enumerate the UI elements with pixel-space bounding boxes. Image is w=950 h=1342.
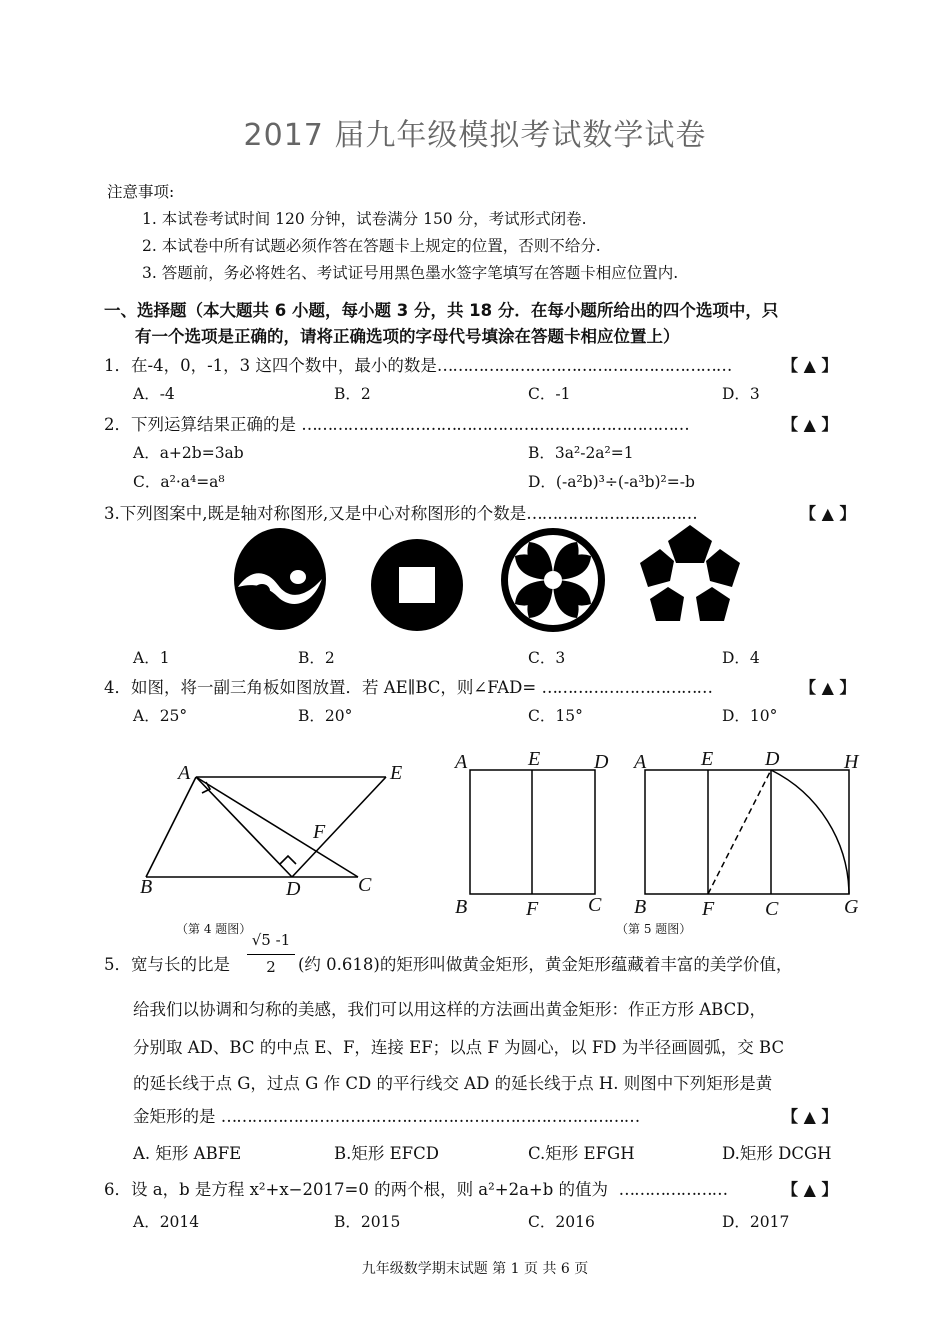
q3-option-c: C．3 <box>528 649 566 667</box>
q5-option-a: A. 矩形 ABFE <box>133 1144 242 1163</box>
notice-item-3: 3. 答题前，务必将姓名、考试证号用黑色墨水签字笔填写在答题卡相应位置内. <box>142 264 679 282</box>
notice-heading: 注意事项: <box>107 183 175 201</box>
q4-stem: 4．如图，将一副三角板如图放置．若 AE∥BC，则∠FAD= …………………………… <box>104 678 712 697</box>
q3-figure-four-petal-icon <box>499 526 607 634</box>
q5-option-b: B.矩形 EFCD <box>334 1144 439 1163</box>
q1-answer-mark: 【 ▲ 】 <box>782 356 838 375</box>
q3-figure-yinyang-icon <box>232 527 328 631</box>
q5-left-label-b: B <box>455 896 468 918</box>
q3-figure-coin-icon <box>369 537 465 633</box>
q2-answer-mark: 【 ▲ 】 <box>782 415 838 434</box>
q5-left-label-d: D <box>594 751 609 773</box>
q5-line2: 给我们以协调和匀称的美感，我们可以用这样的方法画出黄金矩形：作正方形 ABCD， <box>133 1000 766 1019</box>
q5-fraction-numerator: √5 -1 <box>251 931 291 949</box>
q3-option-d: D．4 <box>722 649 760 667</box>
q4-option-a: A．25° <box>133 707 188 725</box>
q2-option-a: A．a+2b=3ab <box>133 444 244 462</box>
q5-stem-pre: 5．宽与长的比是 <box>104 955 230 974</box>
q4-caption: （第 4 题图） <box>176 922 252 936</box>
q5-fraction-bar <box>247 954 295 955</box>
q5-line3: 分别取 AD、BC 的中点 E、F，连接 EF；以点 F 为圆心，以 FD 为半径画圆弧，交 BC <box>133 1038 785 1057</box>
page-footer: 九年级数学期末试题 第 1 页 共 6 页 <box>361 1261 589 1277</box>
section-heading-line2: 有一个选项是正确的，请将正确选项的字母代号填涂在答题卡相应位置上） <box>135 327 680 346</box>
q5-fraction-denominator: 2 <box>266 958 276 976</box>
q5-right-label-b: B <box>634 896 647 918</box>
q5-option-d: D.矩形 DCGH <box>722 1144 832 1163</box>
q1-option-c: C．-1 <box>528 385 571 403</box>
q3-answer-mark: 【 ▲ 】 <box>800 504 856 523</box>
q5-caption: （第 5 题图） <box>616 922 692 936</box>
q6-stem: 6．设 a，b 是方程 x²+x−2017=0 的两个根，则 a²+2a+b 的值为 ………………… <box>104 1180 728 1199</box>
q4-label-f: F <box>313 821 326 843</box>
q3-stem: 3.下列图案中,既是轴对称图形,又是中心对称图形的个数是…………………………… <box>104 504 697 523</box>
q5-right-label-a: A <box>634 751 647 773</box>
q5-left-label-e: E <box>528 748 541 770</box>
q5-option-c: C.矩形 EFGH <box>528 1144 635 1163</box>
q4-option-d: D．10° <box>722 707 778 725</box>
q2-option-b: B．3a²-2a²=1 <box>528 444 634 462</box>
q6-option-c: C．2016 <box>528 1213 595 1231</box>
q2-stem: 2．下列运算结果正确的是 ………………………………………………………………… <box>104 415 689 434</box>
q3-figure-pentagons-icon <box>638 523 742 625</box>
q5-right-label-e: E <box>701 748 714 770</box>
q4-label-e: E <box>390 762 403 784</box>
q5-answer-mark: 【 ▲ 】 <box>782 1107 838 1126</box>
q5-right-label-d: D <box>765 748 780 770</box>
section-heading-line1: 一、选择题（本大题共 6 小题，每小题 3 分，共 18 分．在每小题所给出的四个选项中，只 <box>104 301 779 320</box>
q4-label-d: D <box>286 878 301 900</box>
q1-stem: 1．在-4，0，-1，3 这四个数中，最小的数是………………………………………………… <box>104 356 732 375</box>
q5-left-label-c: C <box>588 894 602 916</box>
q5-figure-left <box>470 770 596 896</box>
q1-option-b: B．2 <box>334 385 371 403</box>
q1-option-a: A．-4 <box>133 385 175 403</box>
q1-option-d: D．3 <box>722 385 760 403</box>
q5-figure-right <box>645 770 851 896</box>
page-title: 2017 届九年级模拟考试数学试卷 <box>243 118 707 153</box>
q5-right-label-c: C <box>765 898 779 920</box>
q5-line5: 金矩形的是 ……………………………………………………………………… <box>133 1107 640 1126</box>
q5-line4: 的延长线于点 G，过点 G 作 CD 的平行线交 AD 的延长线于点 H. 则图中下列矩形是黄 <box>133 1074 773 1093</box>
q6-option-a: A．2014 <box>133 1213 200 1231</box>
q6-option-b: B．2015 <box>334 1213 401 1231</box>
notice-item-2: 2. 本试卷中所有试题必须作答在答题卡上规定的位置，否则不给分. <box>142 237 601 255</box>
q5-left-label-f: F <box>526 898 539 920</box>
notice-item-1: 1. 本试卷考试时间 120 分钟，试卷满分 150 分，考试形式闭卷. <box>142 210 587 228</box>
q2-option-c: C．a²·a⁴=a⁸ <box>133 473 225 491</box>
q4-option-c: C．15° <box>528 707 583 725</box>
q6-option-d: D．2017 <box>722 1213 790 1231</box>
q3-option-a: A．1 <box>133 649 170 667</box>
q3-option-b: B．2 <box>298 649 335 667</box>
q4-answer-mark: 【 ▲ 】 <box>800 678 856 697</box>
q5-right-label-g: G <box>844 896 859 918</box>
q4-label-a: A <box>178 762 191 784</box>
q2-option-d: D．(-a²b)³÷(-a³b)²=-b <box>528 473 695 491</box>
q6-answer-mark: 【 ▲ 】 <box>782 1180 838 1199</box>
q4-label-c: C <box>358 874 372 896</box>
q5-left-label-a: A <box>455 751 468 773</box>
q5-right-label-h: H <box>844 751 859 773</box>
q5-stem-post: (约 0.618)的矩形叫做黄金矩形，黄金矩形蕴藏着丰富的美学价值， <box>298 955 793 974</box>
q4-label-b: B <box>140 876 153 898</box>
q5-right-label-f: F <box>702 898 715 920</box>
q4-option-b: B．20° <box>298 707 353 725</box>
